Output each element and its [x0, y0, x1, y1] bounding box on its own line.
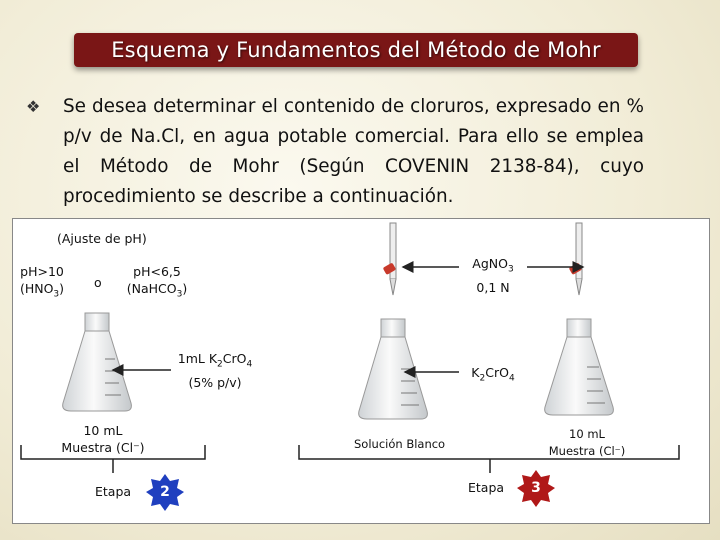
etapa-3-badge: 3: [517, 469, 555, 507]
title-banner: [74, 33, 638, 67]
burette-middle: [383, 223, 397, 295]
or-label: o: [94, 275, 102, 290]
slide-title: Esquema y Fundamentos del Método de Mohr: [111, 38, 601, 62]
intro-paragraph: Se desea determinar el contenido de cloruros, expresado en % p/v de Na.Cl, en agua potable comercial. Para ello se emplea el Método de Mohr (Según COVENIN 2138-84), cuyo procedimiento se describe a continuación.: [63, 96, 644, 207]
ph-gt10-label: pH>10 $(HNO_3)$: [19, 264, 65, 300]
etapa-2-badge: 2: [146, 473, 184, 511]
k2cro4-blank-label: $K_2CrO_4$: [471, 365, 515, 384]
ph-adjust-label: (Ajuste de pH): [57, 231, 147, 246]
agno3-titrant-label: AgNO$_3$ 0,1 N: [472, 256, 514, 295]
etapa-2-label: Etapa: [95, 484, 132, 499]
sample-left-label: 10 mL Muestra (Cl⁻): [61, 423, 145, 455]
diamond-bullet-icon: ❖: [26, 97, 41, 116]
ph-lt65-label: pH<6,5 (NaHCO$_3$): [126, 264, 188, 300]
etapa-3-label: Etapa: [468, 480, 505, 495]
procedure-diagram: [12, 218, 710, 524]
diagram-drawing: [13, 219, 709, 523]
sample-right-label: 10 mL Muestra (Cl⁻): [548, 427, 626, 458]
k2cro4-indicator-label: 1mL $K_2CrO_4$ (5% p/v): [177, 351, 253, 390]
blank-solution-label: Solución Blanco: [354, 437, 446, 451]
flask-middle: [359, 319, 428, 419]
burette-right: [569, 223, 583, 295]
flask-left: [63, 313, 132, 411]
flask-right: [545, 319, 614, 415]
